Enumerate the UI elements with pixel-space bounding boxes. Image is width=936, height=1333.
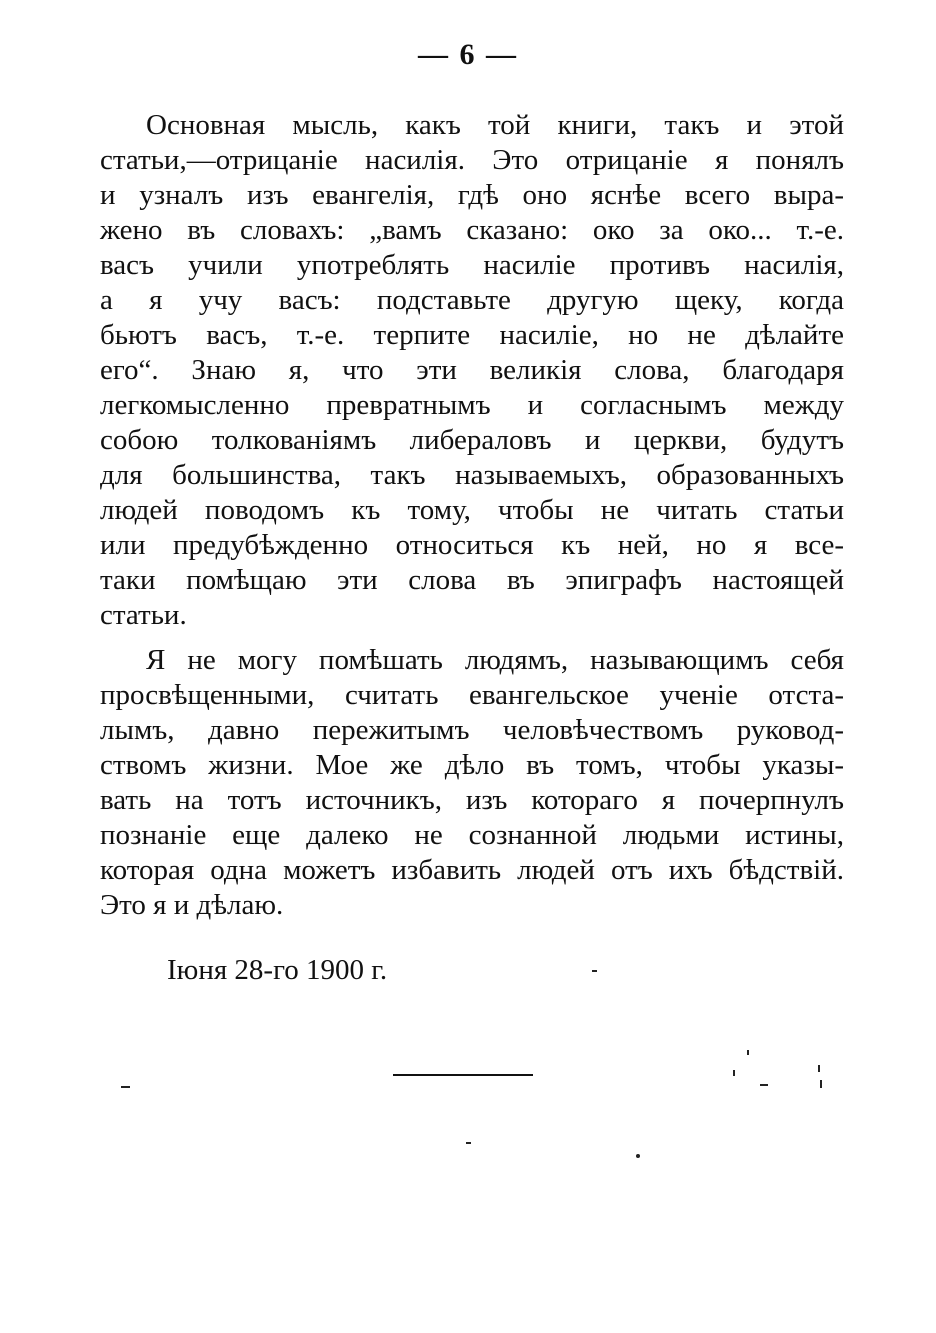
text-line: и узналъ изъ евангелія, гдѣ оно яснѣе всего выра- — [100, 179, 844, 211]
text-line: для большинства, такъ называемыхъ, образованныхъ — [100, 459, 844, 491]
text-line: бьютъ васъ, т.-е. терпите насиліе, но не дѣлайте — [100, 319, 844, 351]
text-line: таки помѣщаю эти слова въ эпиграфъ настоящей — [100, 564, 844, 596]
text-line: лымъ, давно пережитымъ человѣчествомъ руковод- — [100, 714, 844, 746]
text-line: жено въ словахъ: „вамъ сказано: око за око... т.-е. — [100, 214, 844, 246]
scan-speck — [733, 1070, 735, 1076]
text-line: Это я и дѣлаю. — [100, 889, 284, 921]
text-line: статьи,—отрицаніе насилія. Это отрицаніе я понялъ — [100, 144, 844, 176]
page-number: — 6 — — [418, 38, 518, 71]
scan-speck — [820, 1080, 822, 1088]
body-text — [100, 108, 844, 923]
text-line: легкомысленно превратнымъ и согласнымъ между — [100, 389, 844, 421]
text-line: вать на тотъ источникъ, изъ котораго я почерпнулъ — [100, 784, 844, 816]
text-line: васъ учили употреблять насиліе противъ насилія, — [100, 249, 844, 281]
text-line: его“. Знаю я, что эти великія слова, благодаря — [100, 354, 844, 386]
text-line: людей поводомъ къ тому, чтобы не читать статьи — [100, 494, 844, 526]
scan-speck — [121, 1086, 130, 1088]
scan-speck — [818, 1065, 820, 1072]
scan-speck — [592, 970, 597, 972]
text-line: Я не могу помѣшать людямъ, называющимъ себя — [146, 644, 844, 676]
paragraph-gap — [100, 633, 844, 643]
end-rule — [393, 1074, 533, 1076]
text-line: или предубѣжденно относиться къ ней, но я все- — [100, 529, 844, 561]
scan-speck — [636, 1154, 640, 1158]
text-line: статьи. — [100, 599, 187, 631]
text-line: познаніе еще далеко не сознанной людьми истины, — [100, 819, 844, 851]
date-signature: Іюня 28-го 1900 г. — [167, 954, 388, 986]
text-line: Основная мысль, какъ той книги, такъ и этой — [146, 109, 844, 141]
scan-speck — [747, 1050, 749, 1055]
scan-speck — [466, 1142, 471, 1144]
text-line: а я учу васъ: подставьте другую щеку, когда — [100, 284, 844, 316]
scan-speck — [760, 1084, 768, 1086]
paragraph-2 — [100, 643, 844, 923]
text-line: собою толкованіямъ либераловъ и церкви, будутъ — [100, 424, 844, 456]
paragraph-1 — [100, 108, 844, 633]
text-line: ствомъ жизни. Мое же дѣло въ томъ, чтобы указы- — [100, 749, 844, 781]
text-line: просвѣщенными, считать евангельское ученіе отста- — [100, 679, 844, 711]
text-line: которая одна можетъ избавить людей отъ ихъ бѣдствій. — [100, 854, 844, 886]
